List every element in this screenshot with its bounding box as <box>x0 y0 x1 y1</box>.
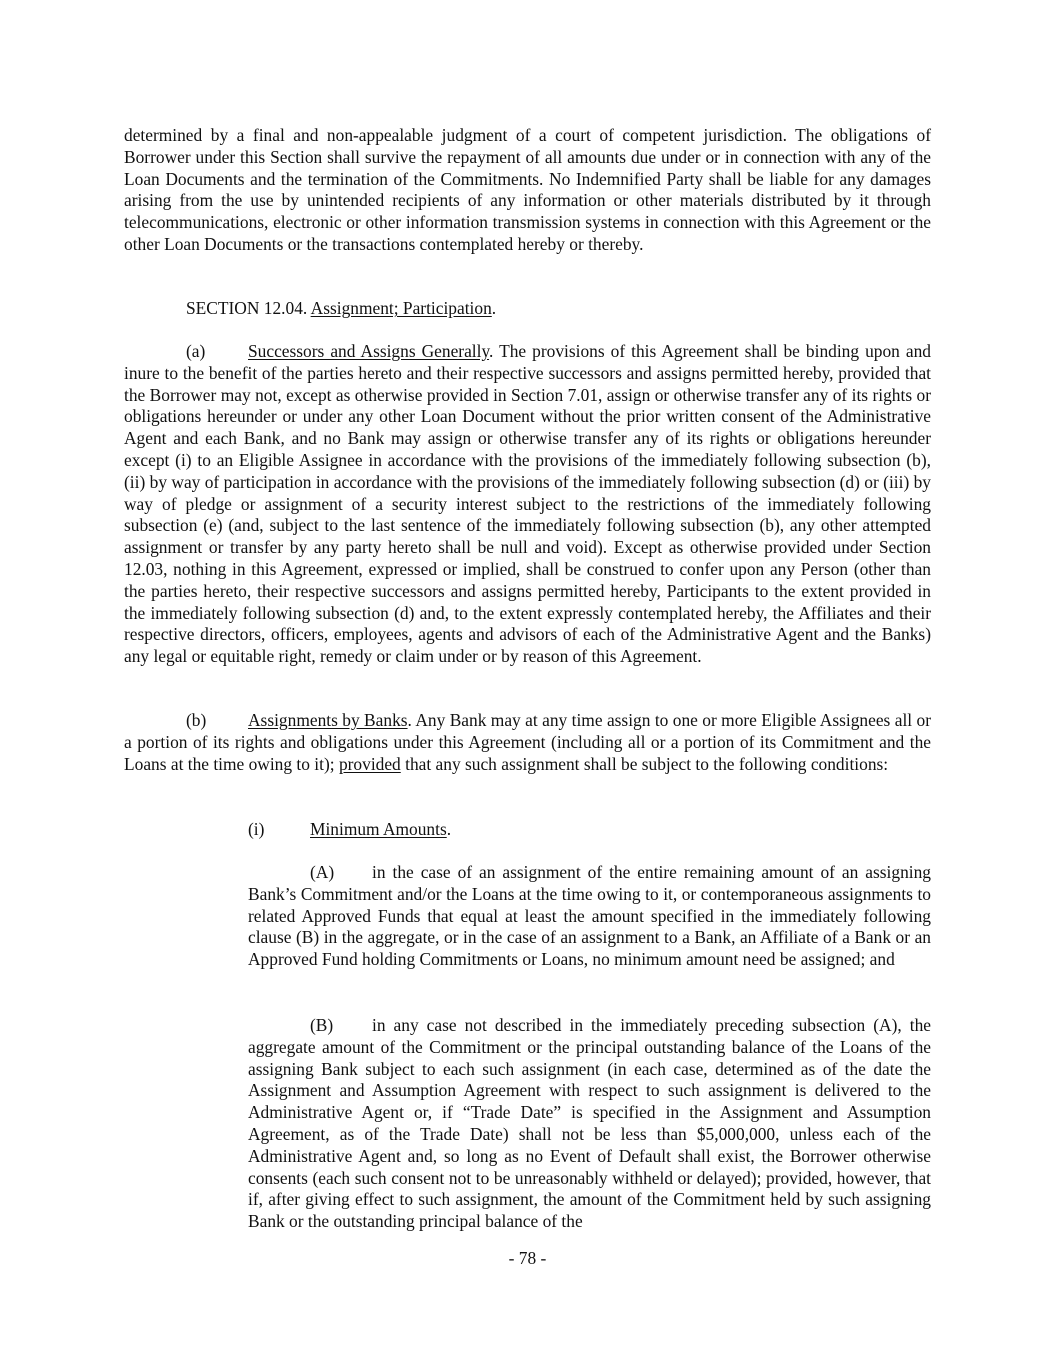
paragraph-label: (a) <box>186 341 206 361</box>
section-heading <box>186 298 931 320</box>
paragraph-heading: Successors and Assigns Generally <box>248 341 490 361</box>
clause-A <box>248 862 931 971</box>
paragraph-label: (b) <box>186 710 207 730</box>
section-number: SECTION 12.04. <box>186 298 311 318</box>
section-title-period: . <box>491 298 497 318</box>
subparagraph-heading: Minimum Amounts <box>310 819 447 839</box>
paragraph-text-after: that any such assignment shall be subject to the following conditions: <box>400 753 889 774</box>
paragraph-b <box>124 710 931 775</box>
clause-label: (A) <box>310 862 335 882</box>
paragraph-text: . The provisions of this Agreement shall be binding upon and inure to the benefit of the parties hereto and their respective successors and assigns permitted hereby, provided that the Borrower may not, except as otherwise provided in Section 7.01, assign or otherwise transfer any of its rights or obligations hereunder or under any other Loan Document without the prior written consent of the Administrative Agent and each Bank, and no Bank may assign or otherwise transfer any of its rights or obligations hereunder except (i) to an Eligible Assignee in accordance with the provisions of the immediately following subsection (b), (ii) by way of participation in accordance with the provisions of the immediately following subsection (d) or (iii) by way of pledge or assignment of a security interest subject to the restrictions of the immediately following subsection (e) (and, subject to the last sentence of the immediately following subsection (b), any other attempted assignment or transfer by any party hereto shall be null and void). Except as otherwise provided under Section 12.03, nothing in this Agreement, expressed or implied, shall be construed to confer upon any Person (other than the parties hereto, their respective successors and assigns permitted hereby, Participants to the extent provided in the immediately following subsection (d) and, to the extent expressly contemplated hereby, the Affiliates and their respective directors, officers, employees, agents and advisors of each of the Administrative Agent and the Banks) any legal or equitable right, remedy or claim under or by reason of this Agreement. <box>124 341 931 667</box>
clause-text: in any case not described in the immediately preceding subsection (A), the aggregate amount of the Commitment or the principal outstanding balance of the Loans of the assigning Bank subject to each such assignment (in each case, determined as of the date the Assignment and Assumption Agreement with respect to such assignment is delivered to the Administrative Agent or, if “Trade Date” is specified in the Assignment and Assumption Agreement, as of the Trade Date) shall not be less than $5,000,000, unless each of the Administrative Agent and, so long as no Event of Default shall exist, the Borrower otherwise consents (each such consent not to be unreasonably withheld or delayed); provided, however, that if, after giving effect to such assignment, the amount of the Commitment held by such assigning Bank or the outstanding principal balance of the <box>248 1015 931 1232</box>
paragraph-text: . Any Bank may at any time assign to one or more Eligible Assignees all or a portion of its rights and obligations under this Agreement (including all or a portion of its Commitment and the Loans at the time owing to it); <box>124 710 932 774</box>
provided-term: provided <box>338 753 401 774</box>
clause-text: in the case of an assignment of the entire remaining amount of an assigning Bank’s Commitment and/or the Loans at the time owing to it, or contemporaneous assignments to related Approved Funds that equal at least the amount specified in the immediately following clause (B) in the aggregate, or in the case of an assignment to a Bank, an Affiliate of a Bank or an Approved Fund holding Commitments or Loans, no minimum amount need be assigned; and <box>248 862 931 970</box>
clause-B <box>248 1015 931 1233</box>
paragraph-indemnity-continuation <box>124 125 931 256</box>
subparagraph-label: (i) <box>248 819 265 839</box>
paragraph-text: determined by a final and non-appealable judgment of a court of competent jurisdiction. The obligations of Borrower under this Section shall survive the repayment of all amounts due under or in connection with any of the Loan Documents and the termination of the Commitments. No Indemnified Party shall be liable for any damages arising from the use by unintended recipients of any information or other materials distributed by it through telecommunications, electronic or other information transmission systems in connection with this Agreement or the other Loan Documents or the transactions contemplated hereby or thereby. <box>124 125 931 254</box>
clause-label: (B) <box>310 1015 334 1035</box>
subparagraph-i <box>248 819 931 841</box>
paragraph-heading: Assignments by Banks <box>248 710 408 730</box>
paragraph-a <box>124 341 931 668</box>
section-title: Assignment; Participation <box>310 298 492 318</box>
page-number: - 78 - <box>508 1248 547 1268</box>
subparagraph-heading-period: . <box>446 819 452 839</box>
